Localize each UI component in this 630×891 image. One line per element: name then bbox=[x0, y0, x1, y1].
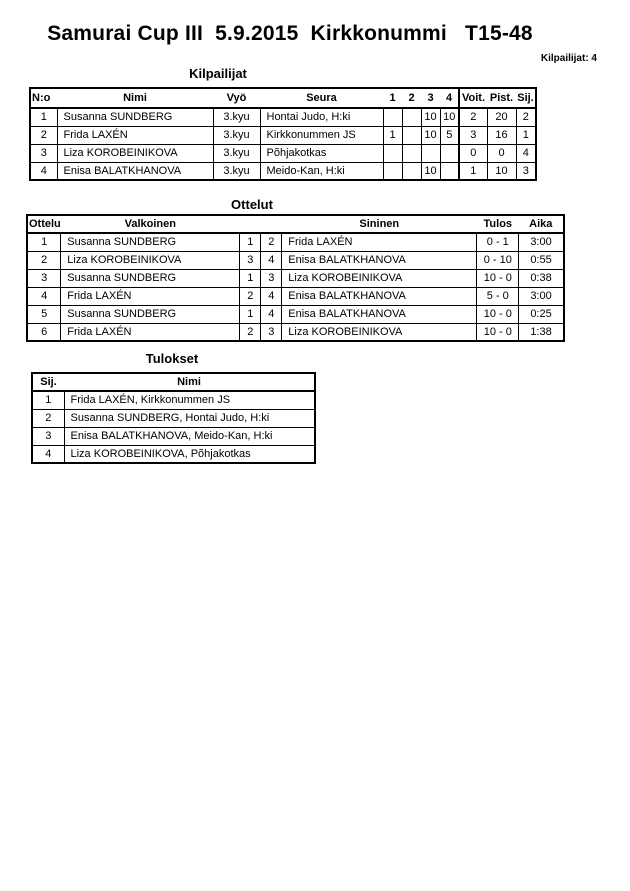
cell-valkoinen-num: 1 bbox=[240, 305, 261, 323]
cell-no: 2 bbox=[30, 126, 57, 144]
col-header-sij: Sij. bbox=[32, 373, 64, 391]
cell-valkoinen: Liza KOROBEINIKOVA bbox=[61, 251, 240, 269]
cell-voit: 0 bbox=[459, 144, 487, 162]
cell-score-4 bbox=[440, 144, 459, 162]
cell-sininen: Liza KOROBEINIKOVA bbox=[282, 323, 477, 341]
cell-match-no: 1 bbox=[27, 233, 61, 251]
cell-voit: 1 bbox=[459, 162, 487, 180]
cell-tulos: 0 - 10 bbox=[477, 251, 519, 269]
cell-match-no: 5 bbox=[27, 305, 61, 323]
col-header-nimi: Nimi bbox=[57, 88, 213, 108]
cell-valkoinen-num: 1 bbox=[240, 269, 261, 287]
cell-score-3: 10 bbox=[421, 108, 440, 126]
col-header-aika: Aika bbox=[519, 215, 564, 233]
cell-seura: Kirkkonummen JS bbox=[260, 126, 383, 144]
section-heading-tulokset: Tulokset bbox=[145, 351, 199, 366]
cell-valkoinen: Susanna SUNDBERG bbox=[61, 233, 240, 251]
col-header-sij: Sij. bbox=[516, 88, 536, 108]
cell-sij: 3 bbox=[32, 427, 64, 445]
col-header-round-2: 2 bbox=[402, 88, 421, 108]
cell-score-2 bbox=[402, 144, 421, 162]
table-row bbox=[30, 108, 536, 126]
cell-score-4 bbox=[440, 162, 459, 180]
cell-pist: 0 bbox=[487, 144, 516, 162]
col-header-nimi: Nimi bbox=[64, 373, 315, 391]
cell-sininen-num: 4 bbox=[261, 251, 282, 269]
cell-nimi: Susanna SUNDBERG, Hontai Judo, H:ki bbox=[64, 409, 315, 427]
cell-nimi: Enisa BALATKHANOVA, Meido-Kan, H:ki bbox=[64, 427, 315, 445]
col-header-seura: Seura bbox=[260, 88, 383, 108]
col-header-vnum bbox=[240, 215, 261, 233]
table-row bbox=[27, 251, 564, 269]
col-header-ottelu: Ottelu bbox=[27, 215, 61, 233]
table-row bbox=[27, 287, 564, 305]
cell-aika: 0:55 bbox=[519, 251, 564, 269]
cell-tulos: 0 - 1 bbox=[477, 233, 519, 251]
table-row bbox=[30, 144, 536, 162]
cell-valkoinen: Frida LAXÉN bbox=[61, 287, 240, 305]
cell-match-no: 3 bbox=[27, 269, 61, 287]
cell-sininen: Enisa BALATKHANOVA bbox=[282, 287, 477, 305]
tulokset-header-row bbox=[32, 373, 315, 391]
cell-match-no: 4 bbox=[27, 287, 61, 305]
cell-nimi: Susanna SUNDBERG bbox=[57, 108, 213, 126]
col-header-no: N:o bbox=[30, 88, 57, 108]
cell-valkoinen-num: 1 bbox=[240, 233, 261, 251]
cell-sininen-num: 4 bbox=[261, 287, 282, 305]
table-row bbox=[32, 409, 315, 427]
col-header-vyo: Vyö bbox=[213, 88, 260, 108]
col-header-voit: Voit. bbox=[459, 88, 487, 108]
cell-score-1 bbox=[383, 144, 402, 162]
table-row bbox=[32, 445, 315, 463]
cell-sininen: Enisa BALATKHANOVA bbox=[282, 251, 477, 269]
section-heading-ottelut: Ottelut bbox=[231, 197, 273, 212]
cell-aika: 0:25 bbox=[519, 305, 564, 323]
kilpailijat-table bbox=[29, 87, 537, 181]
col-header-sininen: Sininen bbox=[282, 215, 477, 233]
ottelut-header-row bbox=[27, 215, 564, 233]
col-header-pist: Pist. bbox=[487, 88, 516, 108]
cell-tulos: 10 - 0 bbox=[477, 269, 519, 287]
cell-aika: 3:00 bbox=[519, 233, 564, 251]
cell-tulos: 10 - 0 bbox=[477, 305, 519, 323]
cell-pist: 10 bbox=[487, 162, 516, 180]
cell-valkoinen-num: 2 bbox=[240, 323, 261, 341]
cell-score-4: 5 bbox=[440, 126, 459, 144]
competitor-count-label: Kilpailijat: 4 bbox=[540, 53, 597, 64]
cell-seura: Meido-Kan, H:ki bbox=[260, 162, 383, 180]
cell-valkoinen-num: 2 bbox=[240, 287, 261, 305]
col-header-round-4: 4 bbox=[440, 88, 459, 108]
cell-valkoinen: Susanna SUNDBERG bbox=[61, 269, 240, 287]
cell-aika: 3:00 bbox=[519, 287, 564, 305]
table-row bbox=[30, 126, 536, 144]
col-header-tulos: Tulos bbox=[477, 215, 519, 233]
cell-score-2 bbox=[402, 108, 421, 126]
cell-vyo: 3.kyu bbox=[213, 126, 260, 144]
cell-score-1: 1 bbox=[383, 126, 402, 144]
cell-no: 4 bbox=[30, 162, 57, 180]
cell-score-2 bbox=[402, 162, 421, 180]
cell-voit: 2 bbox=[459, 108, 487, 126]
col-header-round-1: 1 bbox=[383, 88, 402, 108]
cell-pist: 20 bbox=[487, 108, 516, 126]
cell-score-1 bbox=[383, 162, 402, 180]
table-row bbox=[27, 269, 564, 287]
cell-tulos: 5 - 0 bbox=[477, 287, 519, 305]
cell-seura: Hontai Judo, H:ki bbox=[260, 108, 383, 126]
cell-vyo: 3.kyu bbox=[213, 108, 260, 126]
table-row bbox=[30, 162, 536, 180]
cell-nimi: Enisa BALATKHANOVA bbox=[57, 162, 213, 180]
table-row bbox=[27, 323, 564, 341]
cell-aika: 1:38 bbox=[519, 323, 564, 341]
cell-score-3: 10 bbox=[421, 126, 440, 144]
table-row bbox=[32, 427, 315, 445]
cell-aika: 0:38 bbox=[519, 269, 564, 287]
cell-sininen: Frida LAXÉN bbox=[282, 233, 477, 251]
cell-score-1 bbox=[383, 108, 402, 126]
tulokset-table bbox=[31, 372, 316, 464]
table-row bbox=[32, 391, 315, 409]
table-row bbox=[27, 305, 564, 323]
cell-pist: 16 bbox=[487, 126, 516, 144]
cell-match-no: 2 bbox=[27, 251, 61, 269]
cell-nimi: Frida LAXÉN, Kirkkonummen JS bbox=[64, 391, 315, 409]
cell-valkoinen-num: 3 bbox=[240, 251, 261, 269]
cell-sininen: Liza KOROBEINIKOVA bbox=[282, 269, 477, 287]
cell-sininen-num: 3 bbox=[261, 269, 282, 287]
cell-seura: Põhjakotkas bbox=[260, 144, 383, 162]
cell-score-3: 10 bbox=[421, 162, 440, 180]
ottelut-table bbox=[26, 214, 565, 342]
kilpailijat-header-row bbox=[30, 88, 536, 108]
section-heading-kilpailijat: Kilpailijat bbox=[189, 66, 247, 81]
cell-sij: 1 bbox=[32, 391, 64, 409]
cell-voit: 3 bbox=[459, 126, 487, 144]
cell-score-3 bbox=[421, 144, 440, 162]
cell-match-no: 6 bbox=[27, 323, 61, 341]
cell-sininen-num: 2 bbox=[261, 233, 282, 251]
cell-sininen-num: 3 bbox=[261, 323, 282, 341]
cell-sij: 2 bbox=[516, 108, 536, 126]
col-header-round-3: 3 bbox=[421, 88, 440, 108]
cell-sininen-num: 4 bbox=[261, 305, 282, 323]
cell-valkoinen: Susanna SUNDBERG bbox=[61, 305, 240, 323]
cell-no: 1 bbox=[30, 108, 57, 126]
cell-sij: 2 bbox=[32, 409, 64, 427]
table-row bbox=[27, 233, 564, 251]
cell-sij: 4 bbox=[32, 445, 64, 463]
cell-no: 3 bbox=[30, 144, 57, 162]
cell-nimi: Frida LAXÉN bbox=[57, 126, 213, 144]
col-header-snum bbox=[261, 215, 282, 233]
page-title: Samurai Cup III 5.9.2015 Kirkkonummi T15-48 bbox=[47, 22, 533, 45]
col-header-valkoinen: Valkoinen bbox=[61, 215, 240, 233]
cell-sij: 1 bbox=[516, 126, 536, 144]
cell-score-4: 10 bbox=[440, 108, 459, 126]
cell-sij: 3 bbox=[516, 162, 536, 180]
cell-sij: 4 bbox=[516, 144, 536, 162]
cell-score-2 bbox=[402, 126, 421, 144]
cell-vyo: 3.kyu bbox=[213, 162, 260, 180]
cell-valkoinen: Frida LAXÉN bbox=[61, 323, 240, 341]
cell-sininen: Enisa BALATKHANOVA bbox=[282, 305, 477, 323]
cell-nimi: Liza KOROBEINIKOVA bbox=[57, 144, 213, 162]
cell-vyo: 3.kyu bbox=[213, 144, 260, 162]
cell-nimi: Liza KOROBEINIKOVA, Põhjakotkas bbox=[64, 445, 315, 463]
cell-tulos: 10 - 0 bbox=[477, 323, 519, 341]
